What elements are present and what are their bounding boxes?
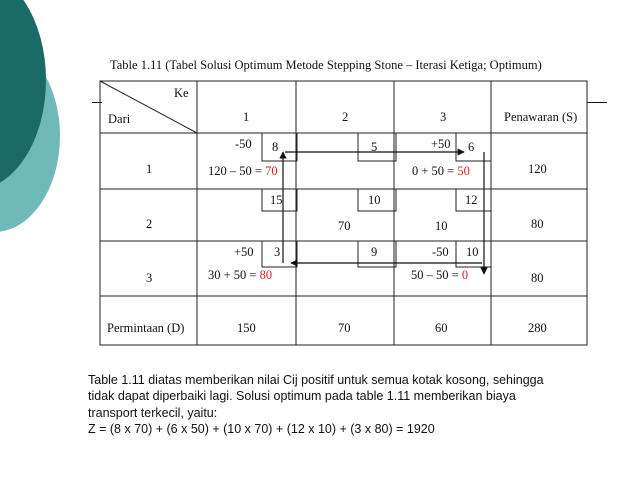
table-title: Table 1.11 (Tabel Solusi Optimum Metode Stepping Stone – Iterasi Ketiga; Optimum) [110, 58, 542, 72]
demand-total: 280 [528, 321, 547, 335]
header-col-1: 1 [243, 110, 250, 124]
header-dari: Dari [108, 112, 131, 126]
value-2-2: 70 [338, 219, 351, 233]
adjust-3-1: +50 [234, 245, 254, 259]
description-formula: Z = (8 x 70) + (6 x 50) + (10 x 70) + (12 x 10) + (3 x 80) = 1920 [88, 422, 435, 437]
calc-1-3: 0 + 50 = [412, 164, 458, 178]
demand-label: Permintaan (D) [107, 321, 185, 335]
description-line-2: tidak dapat diperbaiki lagi. Solusi optimum pada table 1.11 memberikan biaya [88, 389, 516, 404]
result-3-3: 0 [461, 268, 469, 282]
cost-3-3: 10 [466, 245, 479, 259]
calc-3-3: 50 – 50 = [411, 268, 462, 282]
row-label-2: 2 [146, 217, 153, 231]
cost-1-3: 6 [468, 140, 475, 154]
allocation-1-3 [412, 164, 470, 178]
row-label-1: 1 [146, 162, 153, 176]
header-col-2: 2 [342, 110, 349, 124]
cost-3-2: 9 [371, 245, 378, 259]
value-2-3: 10 [435, 219, 448, 233]
adjust-1-3: +50 [431, 137, 451, 151]
result-3-1: 80 [259, 268, 273, 282]
cost-3-1: 3 [274, 245, 281, 259]
header-ke: Ke [174, 86, 189, 100]
demand-2: 70 [338, 321, 351, 335]
supply-3: 80 [531, 271, 544, 285]
cost-2-1: 15 [270, 193, 283, 207]
description-line-3: transport terkecil, yaitu: [88, 405, 218, 420]
result-1-1: 70 [265, 164, 278, 178]
header-col-3: 3 [440, 110, 447, 124]
allocation-3-3 [411, 268, 468, 282]
header-supply: Penawaran (S) [504, 110, 578, 124]
cost-2-2: 10 [368, 193, 381, 207]
row-label-3: 3 [146, 271, 153, 285]
demand-3: 60 [435, 321, 448, 335]
description-line-1: Table 1.11 diatas memberikan nilai Cij positif untuk semua kotak kosong, sehingga [88, 373, 544, 387]
cost-1-1: 8 [272, 140, 279, 154]
allocation-1-1 [208, 164, 278, 178]
adjust-3-3: -50 [432, 245, 449, 259]
supply-1: 120 [528, 162, 547, 176]
adjust-1-1: -50 [235, 137, 252, 151]
calc-3-1: 30 + 50 = [208, 268, 260, 282]
demand-1: 150 [237, 321, 256, 335]
cost-2-3: 12 [465, 193, 478, 207]
cost-box-1-1 [262, 133, 297, 161]
allocation-3-1 [208, 268, 272, 282]
calc-1-1: 120 – 50 = [208, 164, 266, 178]
description-text [88, 372, 588, 438]
supply-2: 80 [531, 217, 544, 231]
cost-1-2: 5 [371, 140, 378, 154]
result-1-3: 50 [457, 164, 470, 178]
